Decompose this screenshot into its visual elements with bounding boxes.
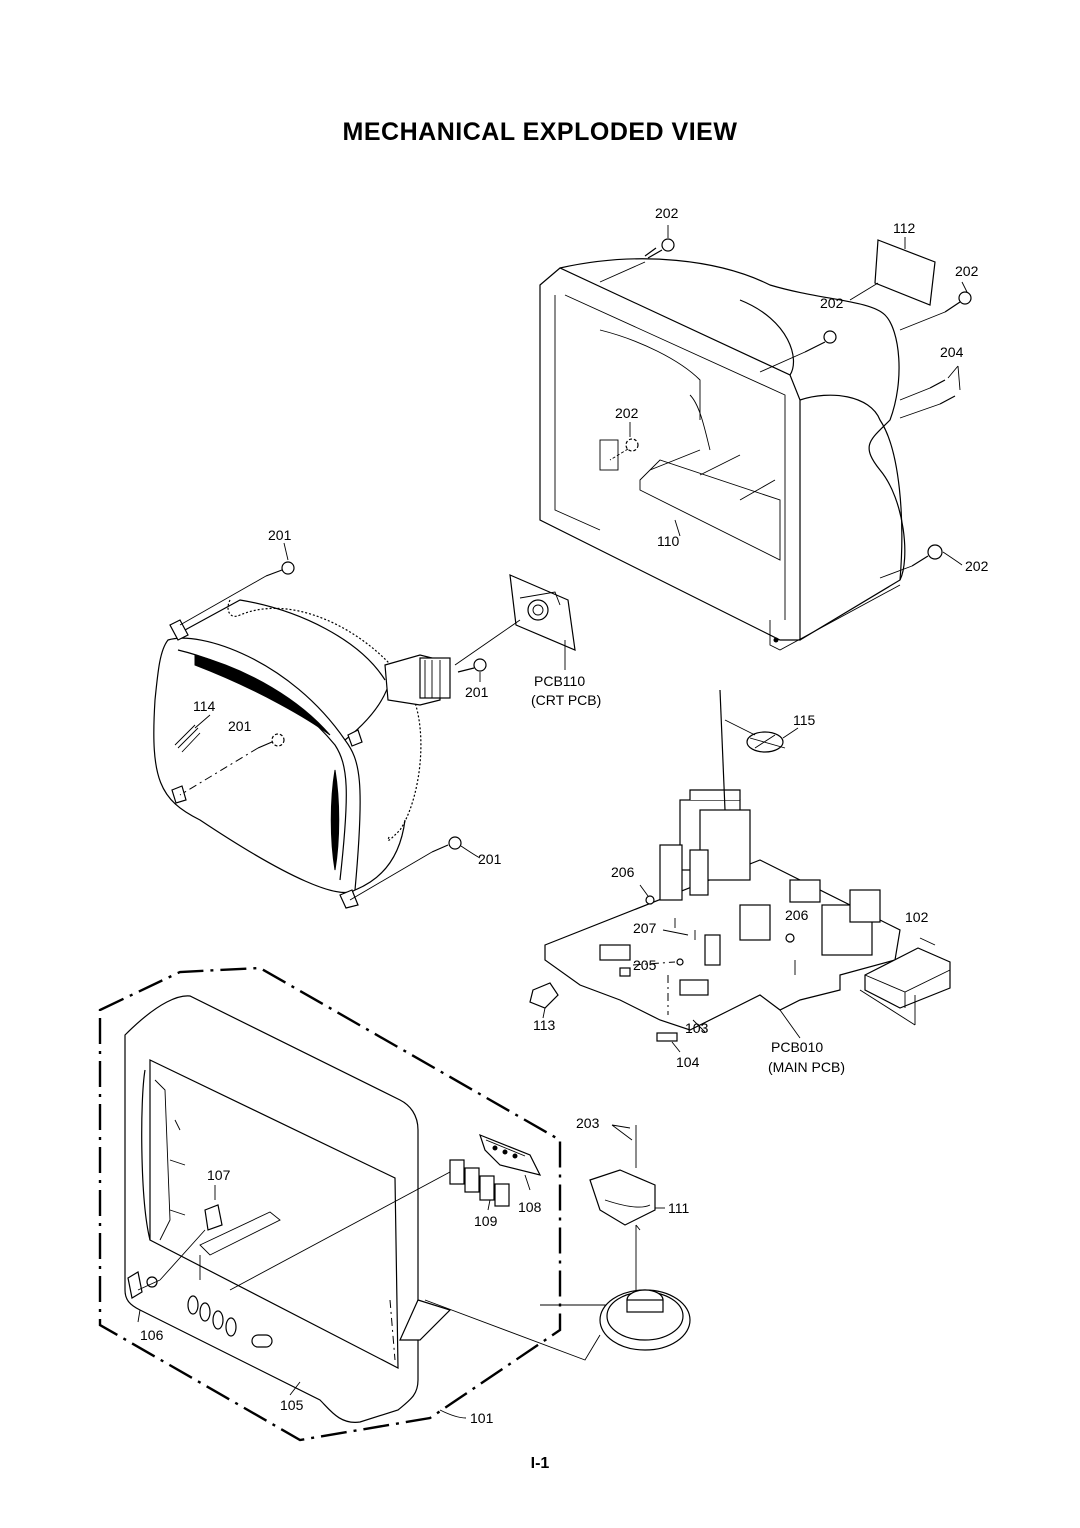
label-202-right: 202: [955, 263, 979, 279]
label-107: 107: [207, 1167, 231, 1183]
label-114: 114: [193, 698, 216, 714]
page-title: MECHANICAL EXPLODED VIEW: [342, 118, 738, 146]
label-112: 112: [893, 220, 916, 236]
label-crt-pcb: (CRT PCB): [531, 692, 602, 708]
label-206-left: 206: [611, 864, 635, 880]
label-201-bottom: 201: [478, 851, 502, 867]
label-202-inner: 202: [615, 405, 639, 421]
label-202-top: 202: [655, 205, 679, 221]
label-207: 207: [633, 920, 657, 936]
label-201-face: 201: [228, 718, 252, 734]
label-108: 108: [518, 1199, 542, 1215]
label-206-right: 206: [785, 907, 809, 923]
label-pcb010: PCB010: [771, 1039, 824, 1055]
page-number: I-1: [530, 1455, 550, 1472]
leader-101: [440, 1410, 466, 1418]
label-pcb110: PCB110: [534, 673, 586, 689]
label-113: 113: [533, 1017, 556, 1033]
label-202-bottom: 202: [965, 558, 989, 574]
label-109: 109: [474, 1213, 498, 1229]
label-202-mid: 202: [820, 295, 844, 311]
label-110: 110: [657, 533, 680, 549]
label-102: 102: [905, 909, 929, 925]
leader-111: [636, 1225, 640, 1230]
label-106: 106: [140, 1327, 164, 1343]
label-203: 203: [576, 1115, 600, 1131]
label-main-pcb: (MAIN PCB): [768, 1059, 845, 1075]
leader-105: [290, 1382, 300, 1395]
label-103: 103: [685, 1020, 709, 1036]
label-204: 204: [940, 344, 964, 360]
label-205: 205: [633, 957, 657, 973]
label-201-neck: 201: [465, 684, 489, 700]
label-111: 111: [668, 1200, 690, 1216]
label-105: 105: [280, 1397, 304, 1413]
label-201-top: 201: [268, 527, 292, 543]
label-115: 115: [793, 712, 816, 728]
label-104: 104: [676, 1054, 700, 1070]
label-101: 101: [470, 1410, 494, 1426]
